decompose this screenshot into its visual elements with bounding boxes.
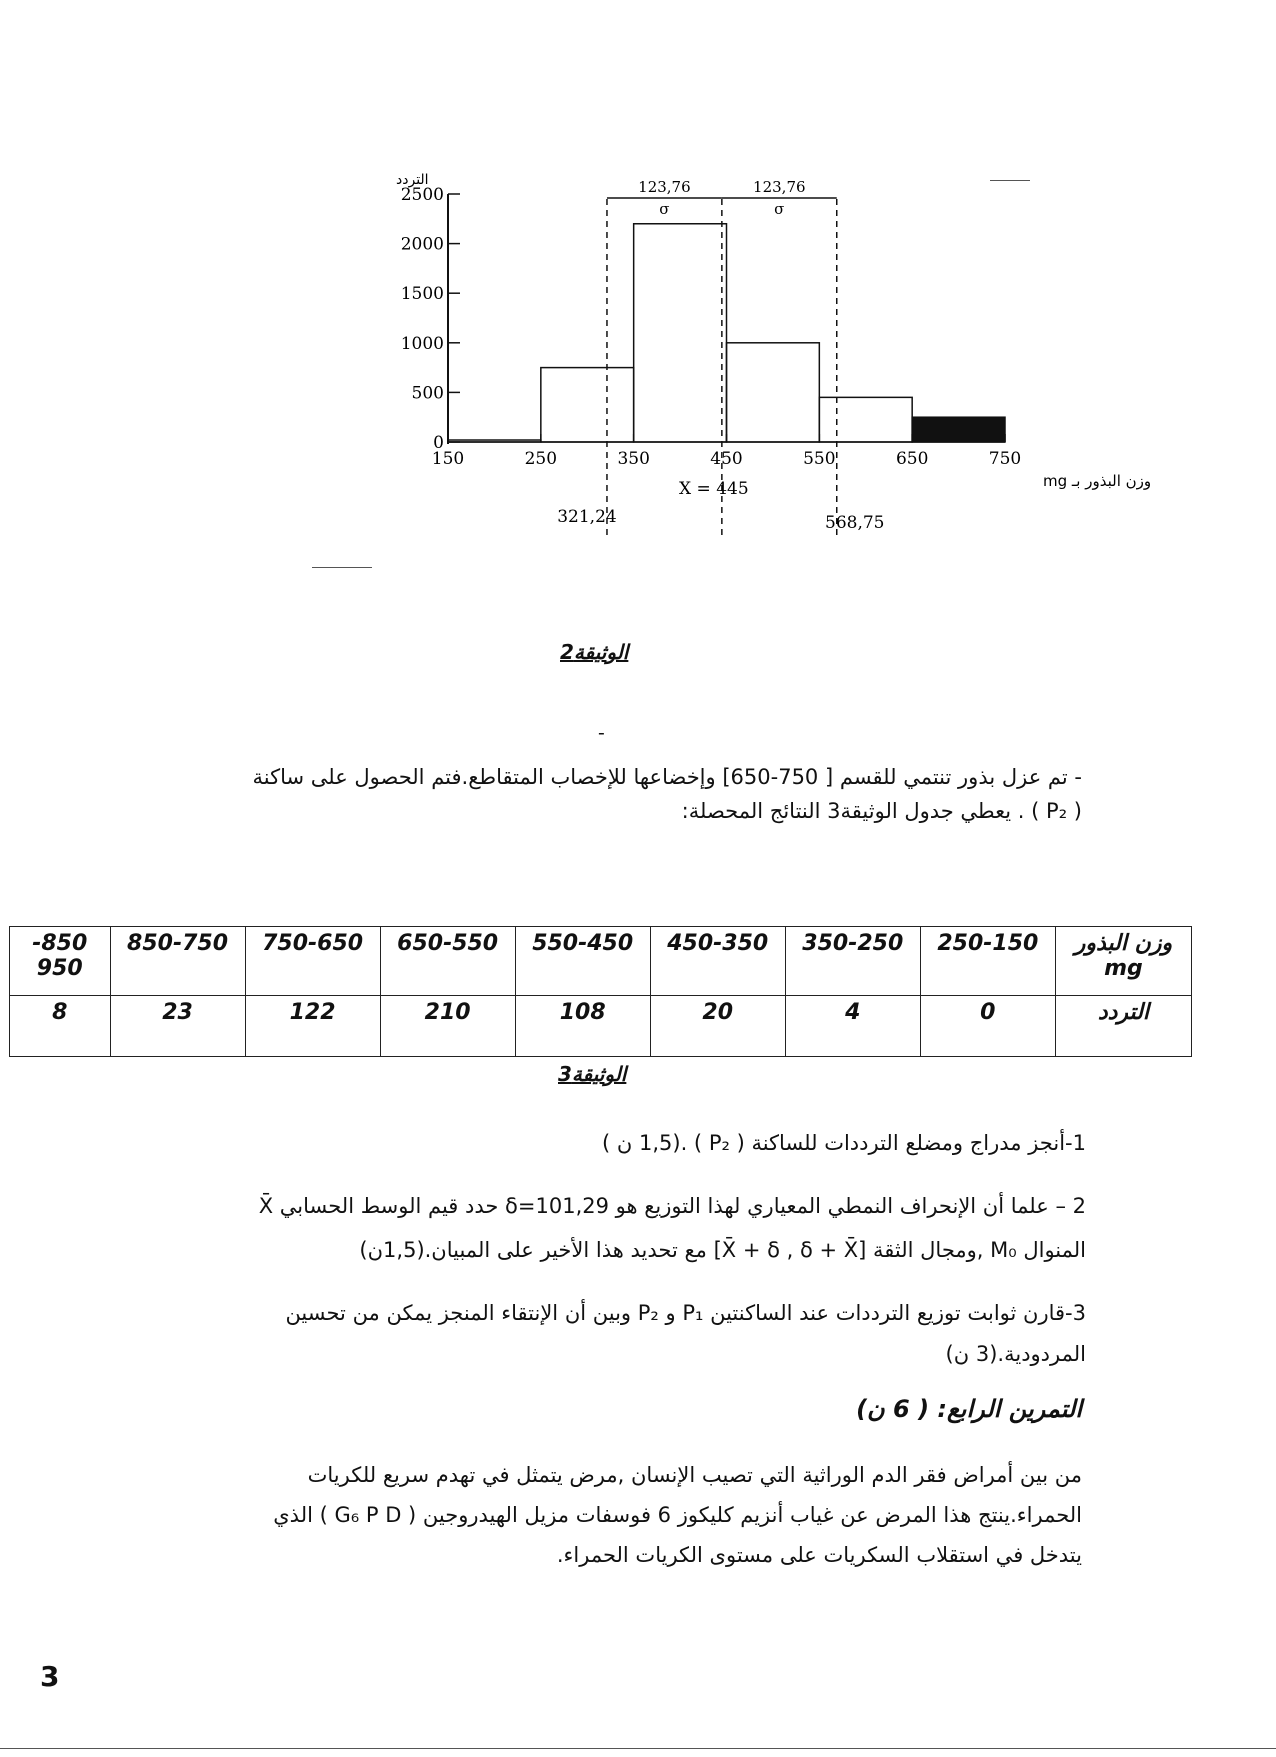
- y-tick-label: 1000: [400, 333, 444, 354]
- exercise-4-line-1: من بين أمراض فقر الدم الوراثية التي تصيب الإنسان ,مرض يتمثل في تهدم سريع للكريات: [307, 1463, 1082, 1487]
- sigma-value-left: 123,76: [638, 177, 691, 196]
- x-tick-label: 350: [617, 449, 650, 469]
- x-tick-label: 250: [524, 449, 558, 469]
- dash-mark: -: [598, 720, 605, 744]
- x-tick-label: 150: [431, 449, 465, 469]
- histogram-bar: [727, 343, 820, 442]
- question-2-line-2: المنوال M₀ ,ومجال الثقة [X̄ + δ , δ + X̄] مع تحديد هذا الأخير على المبيان.(1,5ن): [359, 1238, 1086, 1262]
- freq-cell: 108: [515, 996, 650, 1057]
- y-tick-label: 2000: [400, 234, 444, 255]
- chart-annotations: [557, 178, 884, 537]
- y-tick-label: 500: [411, 383, 444, 404]
- lower-bound-label: 321,24: [557, 507, 617, 527]
- exercise-4-paragraph: [82, 1455, 1082, 1575]
- frequency-table: [9, 926, 1192, 1057]
- frequency-header: التردد: [1055, 996, 1191, 1057]
- question-3-line-2: المردودية.(3 ن): [945, 1342, 1086, 1366]
- histogram-chart: [300, 170, 1152, 570]
- sigma-value-right: 123,76: [753, 177, 806, 196]
- freq-cell: 23: [110, 996, 245, 1057]
- histogram-bar: [448, 440, 541, 442]
- class-cell: 250-150: [920, 927, 1055, 996]
- question-1: 1-أنجز مدراج ومضلع الترددات للساكنة ( P₂ ) .(1,5 ن ): [602, 1131, 1086, 1155]
- short-rule: [312, 567, 372, 568]
- document-3-title: الوثيقة3: [558, 1062, 627, 1086]
- histogram-bar: [912, 417, 1005, 442]
- document-2-title: الوثيقة2: [560, 640, 629, 664]
- histogram-bar: [634, 224, 727, 442]
- histogram-bar: [819, 397, 912, 442]
- exercise-4-title: التمرين الرابع: ( 6 ن): [856, 1395, 1082, 1423]
- x-tick-label: 450: [710, 449, 743, 469]
- exercise-4-line-2: الحمراء.ينتج هذا المرض عن غياب أنزيم كليكوز 6 فوسفات مزيل الهيدروجين ( G₆ P D ) الذي: [273, 1503, 1082, 1527]
- freq-cell: 0: [920, 996, 1055, 1057]
- mean-label: X = 445: [679, 479, 749, 499]
- upper-bound-label: 568,75: [825, 513, 885, 533]
- class-cell: 550-450: [515, 927, 650, 996]
- freq-cell: 210: [380, 996, 515, 1057]
- question-2-line-1: 2 – علما أن الإنحراف النمطي المعياري لهذا التوزيع هو δ=101,29 حدد قيم الوسط الحسابي X̄: [258, 1194, 1086, 1218]
- exercise-4-line-3: يتدخل في استقلاب السكريات على مستوى الكريات الحمراء.: [556, 1543, 1082, 1567]
- question-3-line-1: 3-قارن ثوابت توزيع الترددات عند الساكنتين P₁ و P₂ وبين أن الإنتقاء المنجز يمكن من تحسين: [285, 1301, 1086, 1325]
- bottom-rule: [0, 1748, 1276, 1749]
- intro-paragraph: [132, 760, 1082, 828]
- weight-header: وزن البذور mg: [1055, 927, 1191, 996]
- sigma-symbol-right: σ: [774, 199, 785, 218]
- y-tick-label: 1500: [400, 284, 444, 305]
- table-row-frequencies: [10, 996, 1192, 1057]
- class-cell: -850 950: [10, 927, 111, 996]
- y-axis-label: التردد: [396, 172, 429, 188]
- table-row-classes: [10, 927, 1192, 996]
- chart-bars: [448, 224, 1005, 442]
- freq-cell: 122: [245, 996, 380, 1057]
- class-cell: 450-350: [650, 927, 785, 996]
- x-tick-label: 550: [803, 449, 836, 469]
- top-rule: [990, 180, 1030, 181]
- histogram-bar: [541, 368, 634, 442]
- freq-cell: 8: [10, 996, 111, 1057]
- x-axis-label: وزن البذور بـ mg: [1043, 472, 1152, 490]
- intro-line-1: - تم عزل بذور تنتمي للقسم [ 750-650] وإخضاعها للإخصاب المتقاطع.فتم الحصول على ساكنة: [252, 765, 1082, 789]
- y-tick-label: 0: [433, 433, 444, 453]
- x-tick-label: 650: [895, 449, 929, 469]
- class-cell: 350-250: [785, 927, 920, 996]
- class-cell: 650-550: [380, 927, 515, 996]
- y-tick-label: 2500: [400, 185, 444, 205]
- x-tick-label: 750: [988, 449, 1022, 469]
- intro-line-2: ( P₂ ) . يعطي جدول الوثيقة3 النتائج المحصلة:: [681, 799, 1082, 823]
- freq-cell: 20: [650, 996, 785, 1057]
- freq-cell: 4: [785, 996, 920, 1057]
- page-number: 3: [40, 1660, 60, 1693]
- sigma-symbol-left: σ: [659, 199, 670, 218]
- class-cell: 750-650: [245, 927, 380, 996]
- class-cell: 850-750: [110, 927, 245, 996]
